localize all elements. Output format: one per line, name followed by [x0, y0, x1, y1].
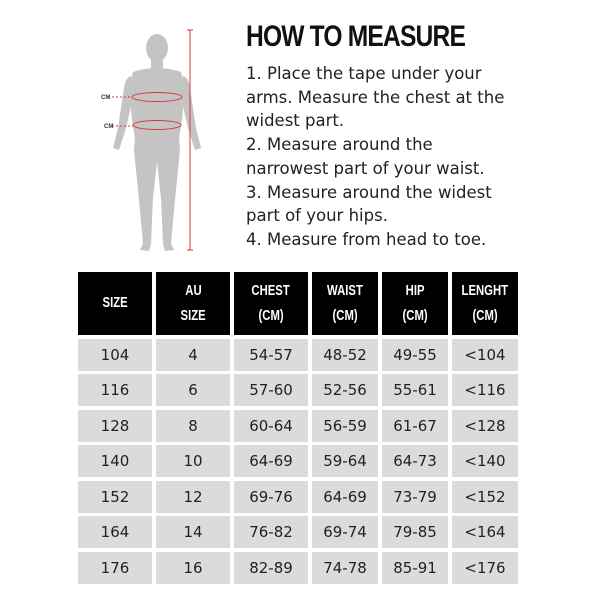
table-cell: 116	[78, 374, 152, 406]
human-silhouette-icon	[95, 20, 230, 265]
page-title: HOW TO MEASURE	[246, 20, 466, 53]
table-cell: 104	[78, 339, 152, 371]
table-cell: 152	[78, 481, 152, 513]
header-line: (CM)	[332, 307, 358, 324]
table-cell: <164	[452, 516, 518, 548]
table-cell: 76-82	[234, 516, 308, 548]
table-cell: 16	[156, 552, 230, 584]
header-line: (CM)	[402, 307, 428, 324]
instruction-line: 1. Place the tape under your	[246, 64, 482, 83]
table-cell: 140	[78, 445, 152, 477]
table-cell: <116	[452, 374, 518, 406]
header-waist	[312, 272, 378, 335]
header-line: AU	[184, 282, 202, 299]
table-cell: 69-76	[234, 481, 308, 513]
table-cell: <176	[452, 552, 518, 584]
table-cell: 74-78	[312, 552, 378, 584]
table-cell: 54-57	[234, 339, 308, 371]
header-line: (CM)	[472, 307, 498, 324]
instruction-line: widest part.	[246, 111, 345, 131]
table-cell: 64-73	[382, 445, 448, 477]
table-cell: 85-91	[382, 552, 448, 584]
table-cell: 61-67	[382, 410, 448, 442]
table-cell: 55-61	[382, 374, 448, 406]
table-cell: 4	[156, 339, 230, 371]
table-cell: 57-60	[234, 374, 308, 406]
table-cell: 48-52	[312, 339, 378, 371]
table-cell: 60-64	[234, 410, 308, 442]
table-cell: 73-79	[382, 481, 448, 513]
instruction-line: 2. Measure around the	[246, 135, 433, 155]
header-length	[452, 272, 518, 335]
instruction-line: narrowest part of your waist.	[246, 158, 485, 178]
instruction-line: 3. Measure around the widest	[246, 182, 492, 202]
size-chart-table	[78, 272, 518, 584]
table-cell: 64-69	[234, 445, 308, 477]
silhouette	[113, 34, 201, 251]
table-cell: <128	[452, 410, 518, 442]
table-cell: 82-89	[234, 552, 308, 584]
instruction-line: arms. Measure the chest at the	[246, 87, 505, 107]
header-line: SIZE	[102, 295, 128, 311]
body-measurement-figure	[95, 20, 230, 265]
table-cell: 56-59	[312, 410, 378, 442]
table-cell: 164	[78, 516, 152, 548]
table-cell: 69-74	[312, 516, 378, 548]
instruction-line: part of your hips.	[246, 206, 388, 226]
table-cell: 79-85	[382, 516, 448, 548]
table-cell: 49-55	[382, 339, 448, 371]
header-line: WAIST	[327, 282, 363, 299]
table-cell: 12	[156, 481, 230, 513]
header-hip	[382, 272, 448, 335]
table-cell: <140	[452, 445, 518, 477]
table-cell: 6	[156, 374, 230, 406]
instruction-line: 4. Measure from head to toe.	[246, 229, 487, 249]
table-cell: 128	[78, 410, 152, 442]
table-cell: 52-56	[312, 374, 378, 406]
table-cell: 10	[156, 445, 230, 477]
header-line: SIZE	[180, 307, 206, 324]
table-cell: 64-69	[312, 481, 378, 513]
table-cell: 59-64	[312, 445, 378, 477]
header-line: HIP	[405, 282, 425, 299]
header-line: CHEST	[251, 282, 291, 299]
header-chest	[234, 272, 308, 335]
table-cell: 176	[78, 552, 152, 584]
table-cell: 14	[156, 516, 230, 548]
table-cell: 8	[156, 410, 230, 442]
table-cell: <152	[452, 481, 518, 513]
hip-marker-label: CM	[104, 124, 114, 130]
header-au-size	[156, 272, 230, 335]
measure-instructions	[246, 62, 591, 252]
header-line: LENGHT	[461, 282, 509, 299]
header-size	[78, 272, 152, 335]
table-cell: <104	[452, 339, 518, 371]
chest-marker-label: CM	[101, 95, 111, 101]
header-line: (CM)	[258, 307, 284, 324]
